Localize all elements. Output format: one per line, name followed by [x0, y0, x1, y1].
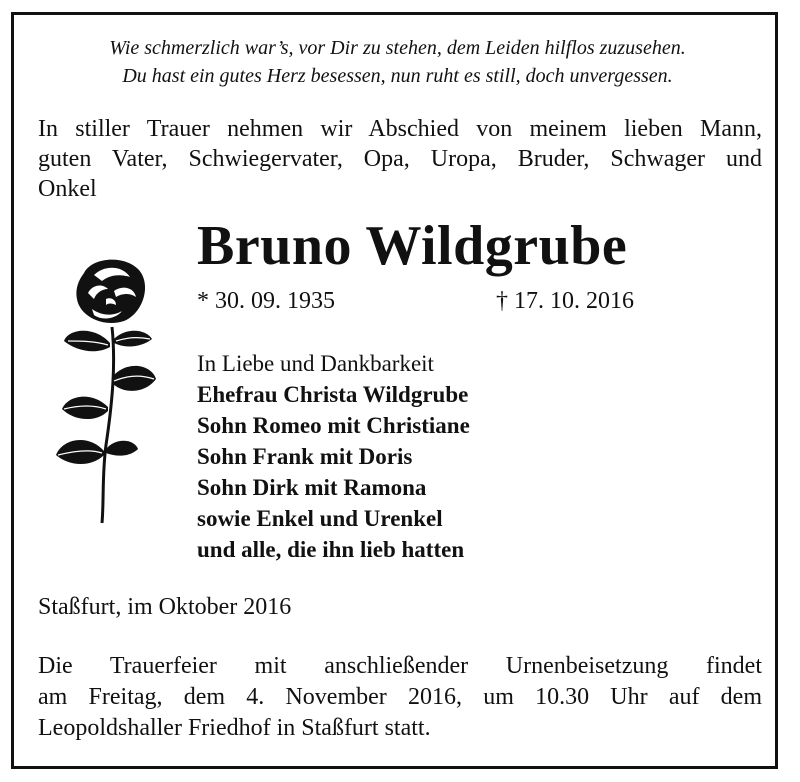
funeral-service-info — [38, 651, 762, 744]
mourners-list — [197, 348, 470, 565]
mourner-item: Sohn Dirk mit Ramona — [197, 475, 427, 500]
service-line-3: Leopoldshaller Friedhof in Staßfurt statt. — [38, 715, 431, 741]
mourners-lead: In Liebe und Dankbarkeit — [197, 351, 434, 376]
service-line-2: am Freitag, dem 4. November 2016, um 10.30 Uhr auf dem — [38, 684, 762, 710]
place-and-date: Staßfurt, im Oktober 2016 — [38, 594, 292, 620]
deceased-name: Bruno Wildgrube — [197, 215, 628, 277]
mourner-item: Sohn Romeo mit Christiane — [197, 413, 470, 438]
mourner-item: Sohn Frank mit Doris — [197, 444, 413, 469]
intro-line-3: Onkel — [38, 176, 97, 202]
death-date: † 17. 10. 2016 — [496, 288, 634, 314]
rose-icon — [54, 255, 164, 525]
motto-verse — [14, 34, 781, 90]
motto-line-2: Du hast ein gutes Herz besessen, nun ruht es still, doch unvergessen. — [122, 65, 673, 87]
motto-line-1: Wie schmerzlich war’s, vor Dir zu stehen, dem Leiden hilflos zuzusehen. — [109, 37, 686, 59]
mourner-item: sowie Enkel und Urenkel — [197, 506, 443, 531]
intro-text — [38, 114, 762, 204]
intro-line-1: In stiller Trauer nehmen wir Abschied von meinem lieben Mann, — [38, 116, 762, 142]
mourner-item: und alle, die ihn lieb hatten — [197, 537, 465, 562]
service-line-1: Die Trauerfeier mit anschließender Urnenbeisetzung findet — [38, 653, 762, 679]
mourner-item: Ehefrau Christa Wildgrube — [197, 382, 469, 407]
intro-line-2: guten Vater, Schwiegervater, Opa, Uropa, Bruder, Schwager und — [38, 146, 762, 172]
birth-date: * 30. 09. 1935 — [197, 288, 335, 314]
